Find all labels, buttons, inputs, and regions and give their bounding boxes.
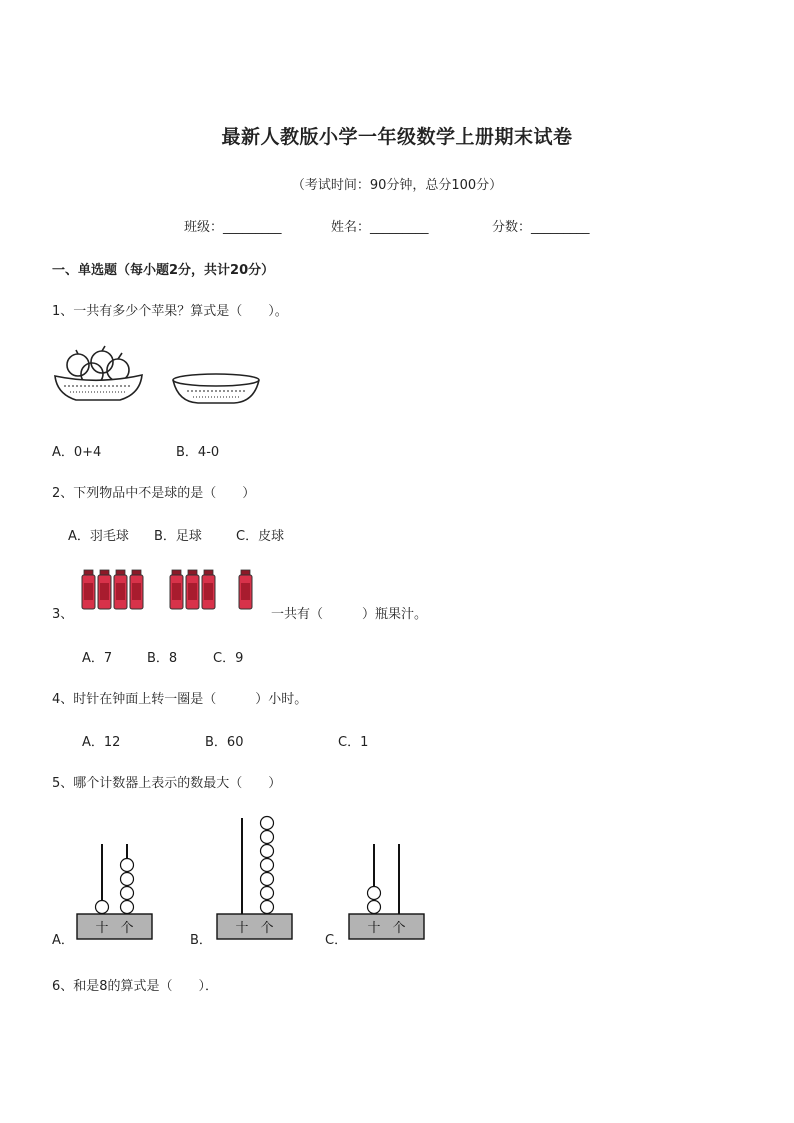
tens-bead bbox=[96, 901, 109, 914]
option-a: A． bbox=[52, 933, 74, 948]
juice-bottles-illustration bbox=[82, 570, 262, 612]
option-b: B．足球 bbox=[154, 529, 202, 544]
option-a: A．0+4 bbox=[52, 445, 102, 460]
ones-bead bbox=[261, 831, 274, 844]
ones-bead bbox=[261, 859, 274, 872]
option-a: A．12 bbox=[82, 735, 121, 750]
exam-info: （考试时间：90分钟，总分100分） bbox=[291, 178, 503, 193]
empty-bowl bbox=[173, 374, 259, 403]
option-b: B．60 bbox=[205, 735, 244, 750]
abacus-b bbox=[217, 800, 293, 942]
class-label: 班级： bbox=[184, 220, 224, 235]
juice-bottle-icon bbox=[239, 570, 252, 609]
tens-bead bbox=[368, 887, 381, 900]
juice-bottle-icon bbox=[82, 570, 95, 609]
ones-bead bbox=[121, 887, 134, 900]
class-field bbox=[184, 216, 282, 235]
question-3-number: 3、 bbox=[52, 607, 74, 622]
question-number: 6、 bbox=[52, 979, 74, 994]
option-b: B．4-0 bbox=[176, 445, 220, 460]
section-title: 一、单选题（每小题2分，共计20分） bbox=[52, 263, 275, 278]
option-c: C．9 bbox=[213, 651, 244, 666]
abacus-a bbox=[77, 800, 153, 942]
juice-bottle-icon bbox=[114, 570, 127, 609]
question-text: 下列物品中不是球的是（ ） bbox=[73, 486, 256, 501]
question-4 bbox=[52, 688, 307, 707]
tens-label: 十 bbox=[95, 921, 109, 936]
ones-bead bbox=[261, 873, 274, 886]
option-c: C．皮球 bbox=[236, 529, 285, 544]
question-text: 和是8的算式是（ ）． bbox=[73, 979, 219, 994]
question-1 bbox=[52, 300, 288, 319]
option-a: A．羽毛球 bbox=[68, 529, 129, 544]
ones-bead bbox=[261, 845, 274, 858]
ones-bead bbox=[261, 887, 274, 900]
ones-bead bbox=[261, 901, 274, 914]
juice-bottle-icon bbox=[202, 570, 215, 609]
option-b: B． bbox=[190, 933, 212, 948]
juice-bottle-icon bbox=[130, 570, 143, 609]
question-text: 哪个计数器上表示的数最大（ ） bbox=[73, 776, 282, 791]
question-5 bbox=[52, 772, 281, 791]
option-a: A．7 bbox=[82, 651, 113, 666]
name-label: 姓名： bbox=[331, 220, 371, 235]
option-b: B．8 bbox=[147, 651, 178, 666]
name-blank: _________ bbox=[370, 220, 429, 235]
class-blank: _________ bbox=[223, 220, 282, 235]
score-field bbox=[492, 216, 590, 235]
ones-label: 个 bbox=[120, 921, 134, 936]
abacus-base bbox=[349, 914, 424, 939]
ones-bead bbox=[261, 817, 274, 830]
abacus-base bbox=[77, 914, 152, 939]
apple-bowls-illustration bbox=[52, 345, 272, 410]
juice-bottle-icon bbox=[98, 570, 111, 609]
question-number: 2、 bbox=[52, 486, 74, 501]
score-label: 分数： bbox=[492, 220, 532, 235]
ones-label: 个 bbox=[392, 921, 406, 936]
option-c: C．1 bbox=[338, 735, 369, 750]
abacus-base bbox=[217, 914, 292, 939]
ones-label: 个 bbox=[260, 921, 274, 936]
question-3-text: 一共有（ ）瓶果汁。 bbox=[271, 607, 428, 622]
option-c: C． bbox=[325, 933, 348, 948]
question-text: 时针在钟面上转一圈是（ ）小时。 bbox=[73, 692, 308, 707]
score-blank: _________ bbox=[531, 220, 590, 235]
ones-bead bbox=[121, 859, 134, 872]
ones-bead bbox=[121, 901, 134, 914]
question-text: 一共有多少个苹果？算式是（ ）。 bbox=[73, 304, 288, 319]
juice-bottle-icon bbox=[186, 570, 199, 609]
question-number: 1、 bbox=[52, 304, 74, 319]
apple-bowl-full bbox=[55, 346, 142, 400]
juice-bottle-icon bbox=[170, 570, 183, 609]
tens-label: 十 bbox=[235, 921, 249, 936]
abacus-c bbox=[349, 800, 425, 942]
page-title: 最新人教版小学一年级数学上册期末试卷 bbox=[221, 126, 573, 148]
question-number: 5、 bbox=[52, 776, 74, 791]
ones-bead bbox=[121, 873, 134, 886]
tens-label: 十 bbox=[367, 921, 381, 936]
question-6 bbox=[52, 975, 218, 994]
question-number: 4、 bbox=[52, 692, 74, 707]
question-2 bbox=[52, 482, 255, 501]
name-field bbox=[331, 216, 429, 235]
tens-bead bbox=[368, 901, 381, 914]
